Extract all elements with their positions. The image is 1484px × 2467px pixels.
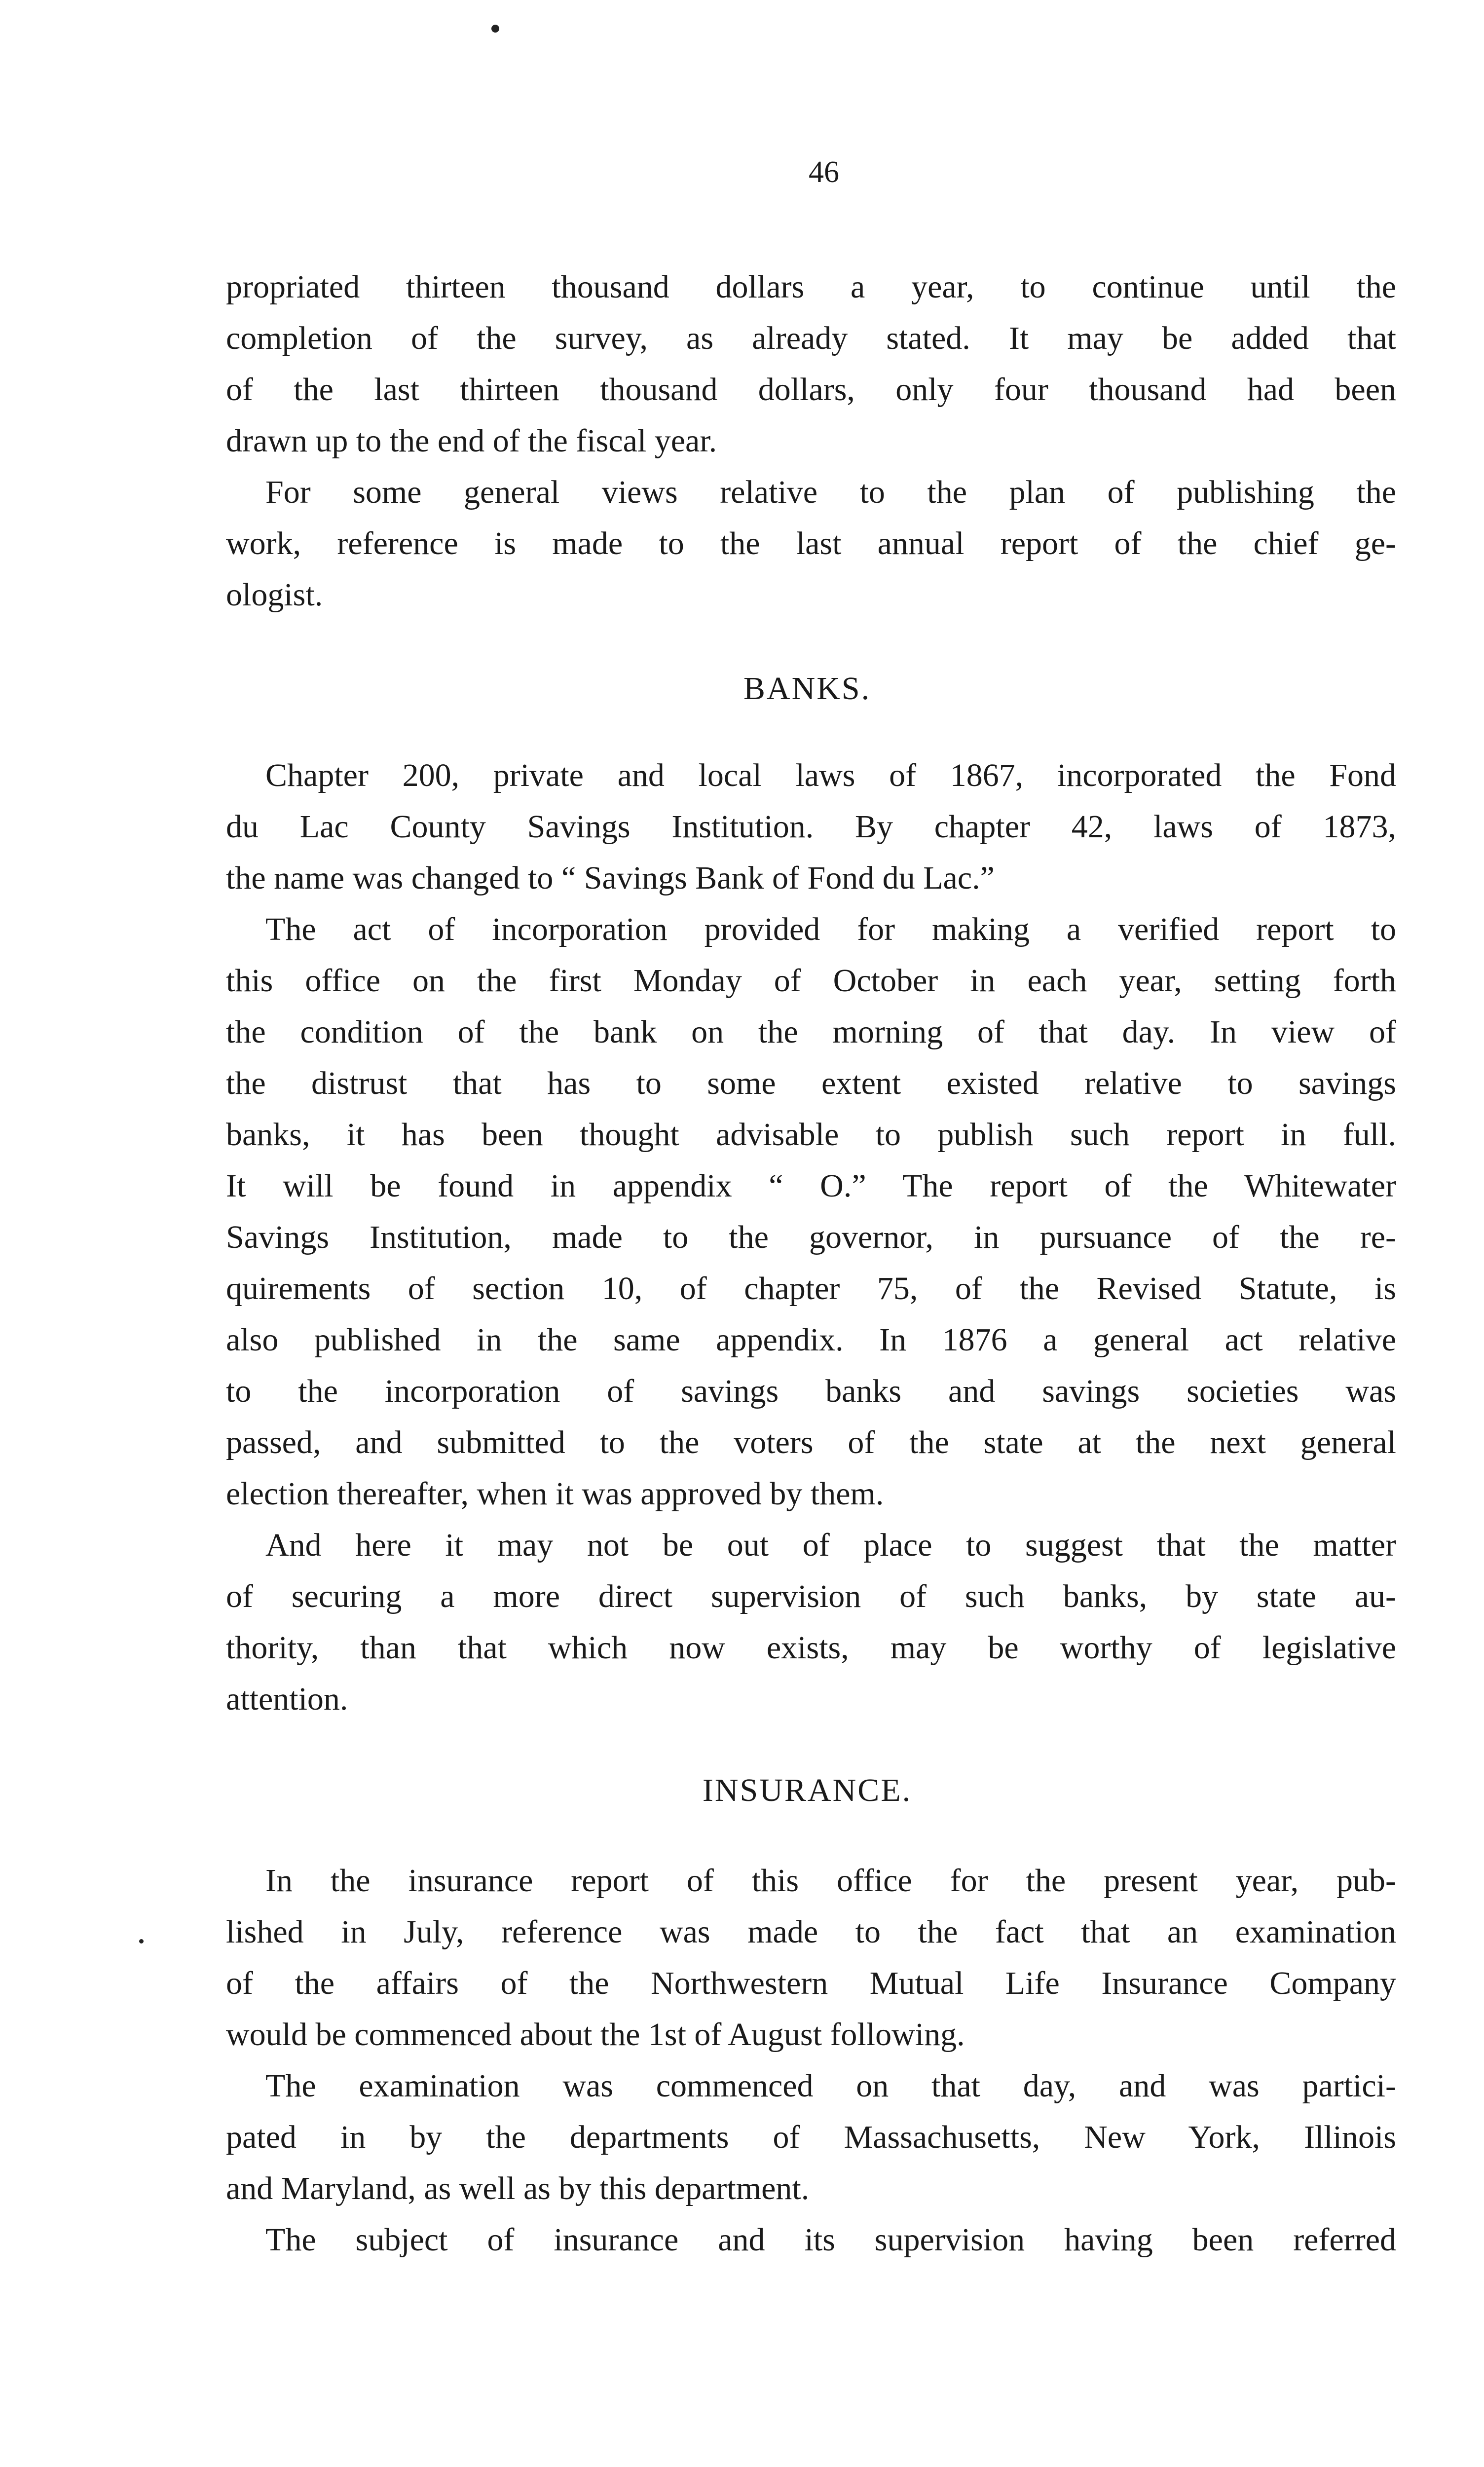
text-line: of the affairs of the Northwestern Mutual Life Insurance Company bbox=[226, 1965, 1396, 2001]
stray-mark bbox=[139, 1939, 144, 1944]
text-line: propriated thirteen thousand dollars a year, to continue until the bbox=[226, 269, 1396, 305]
text-line: Savings Institution, made to the governor, in pursuance of the re- bbox=[226, 1219, 1396, 1255]
text-line: And here it may not be out of place to suggest that the matter bbox=[265, 1527, 1396, 1563]
page-number: 46 bbox=[809, 155, 839, 189]
text-line: the distrust that has to some extent existed relative to savings bbox=[226, 1065, 1396, 1101]
text-line: this office on the first Monday of October in each year, setting forth bbox=[226, 963, 1396, 999]
text-line: and Maryland, as well as by this department. bbox=[226, 2170, 810, 2206]
text-line: Chapter 200, private and local laws of 1867, incorporated the Fond bbox=[265, 757, 1396, 793]
text-line: quirements of section 10, of chapter 75, of the Revised Statute, is bbox=[226, 1271, 1396, 1307]
stray-mark bbox=[491, 25, 499, 33]
text-block-insurance bbox=[226, 1855, 1396, 2266]
text-line: lished in July, reference was made to the fact that an examination bbox=[226, 1914, 1396, 1950]
text-line: also published in the same appendix. In 1876 a general act relative bbox=[226, 1322, 1396, 1358]
text-line: work, reference is made to the last annual report of the chief ge- bbox=[226, 525, 1396, 561]
text-line: the condition of the bank on the morning of that day. In view of bbox=[226, 1014, 1396, 1050]
text-line: the name was changed to “ Savings Bank of Fond du Lac.” bbox=[226, 860, 995, 896]
text-line: banks, it has been thought advisable to publish such report in full. bbox=[226, 1117, 1396, 1153]
text-line: would be commenced about the 1st of August following. bbox=[226, 2017, 965, 2053]
text-line: of securing a more direct supervision of such banks, by state au- bbox=[226, 1578, 1396, 1614]
text-line: passed, and submitted to the voters of the state at the next general bbox=[226, 1424, 1396, 1460]
text-line: thority, than that which now exists, may be worthy of legislative bbox=[226, 1630, 1396, 1666]
text-line: It will be found in appendix “ O.” The report of the Whitewater bbox=[226, 1168, 1396, 1204]
section-heading-banks: BANKS. bbox=[743, 671, 871, 707]
section-heading-insurance: INSURANCE. bbox=[702, 1772, 912, 1808]
text-line: du Lac County Savings Institution. By chapter 42, laws of 1873, bbox=[226, 809, 1396, 845]
text-line: of the last thirteen thousand dollars, only four thousand had been bbox=[226, 372, 1396, 408]
text-line: pated in by the departments of Massachusetts, New York, Illinois bbox=[226, 2119, 1396, 2155]
text-line: drawn up to the end of the fiscal year. bbox=[226, 423, 717, 459]
text-block-banks bbox=[226, 750, 1396, 1725]
text-line: attention. bbox=[226, 1681, 348, 1717]
text-line: election thereafter, when it was approved by them. bbox=[226, 1476, 884, 1512]
text-line: For some general views relative to the plan of publishing the bbox=[265, 474, 1396, 510]
text-line: to the incorporation of savings banks and savings societies was bbox=[226, 1373, 1396, 1409]
text-line: completion of the survey, as already stated. It may be added that bbox=[226, 320, 1396, 356]
text-block-survey bbox=[226, 262, 1396, 621]
text-line: In the insurance report of this office for the present year, pub- bbox=[265, 1863, 1396, 1899]
text-line: The examination was commenced on that day, and was partici- bbox=[265, 2068, 1396, 2104]
text-line: The subject of insurance and its supervision having been referred bbox=[265, 2222, 1396, 2258]
text-line: The act of incorporation provided for making a verified report to bbox=[265, 911, 1396, 947]
text-line: ologist. bbox=[226, 577, 323, 613]
